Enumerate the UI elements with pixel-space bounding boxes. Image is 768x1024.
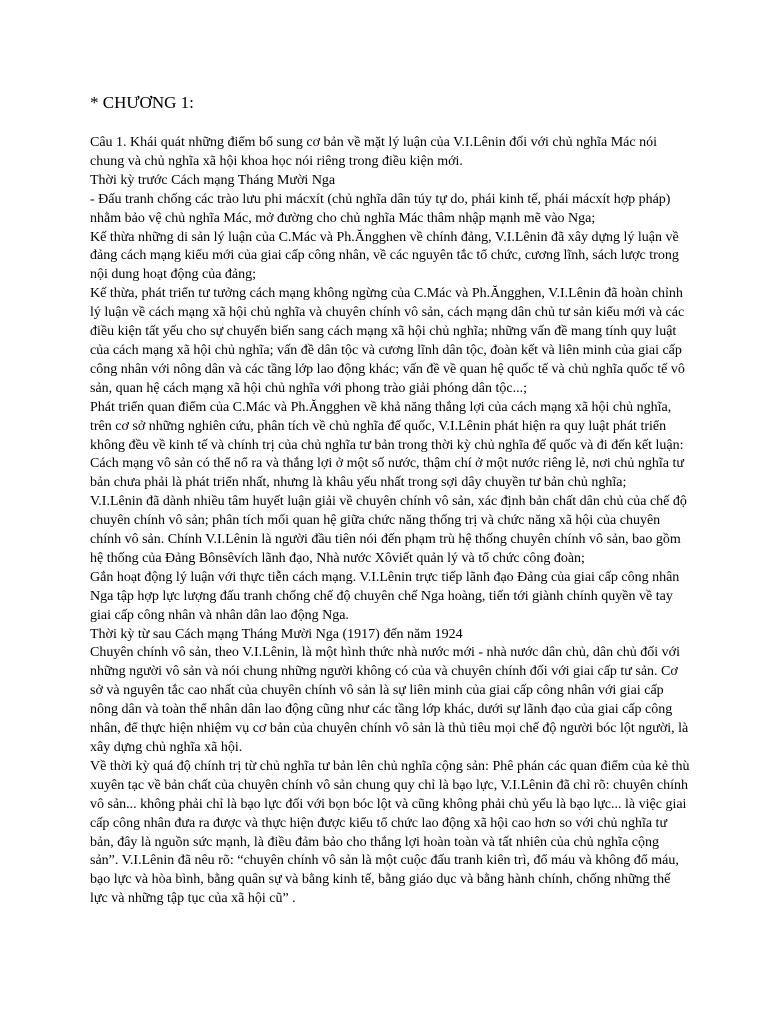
- section-heading-post-revolution: Thời kỳ từ sau Cách mạng Tháng Mười Nga (1917) đến năm 1924: [90, 626, 463, 642]
- body-paragraph: Kế thừa những di sản lý luận của C.Mác và Ph.Ăngghen về chính đảng, V.I.Lênin đã xây dựng lý luận về đảng cách mạng kiểu mới của giai cấp công nhân, về các nguyên tắc tổ chức, cương lĩnh, sách lược trong nội dung hoạt động của đảng;: [90, 229, 679, 283]
- section-heading-pre-revolution: Thời kỳ trước Cách mạng Tháng Mười Nga: [90, 172, 336, 188]
- body-paragraph: Về thời kỳ quá độ chính trị từ chủ nghĩa tư bản lên chủ nghĩa cộng sản: Phê phán các quan điểm của kẻ thù xuyên tạc về bản chất của chuyên chính vô sản chung quy chỉ là bạo lực, V.I.Lênin đã chỉ rõ: chuyên chính vô sản... không phải chỉ là bạo lực đối với bọn bóc lột và cũng không phải chủ yếu là bạo lực... là việc giai cấp công nhân đưa ra được và thực hiện được kiểu tổ chức lao động xã hội cao hơn so với chủ nghĩa tư bản, đây là nguồn sức mạnh, là điều đảm bảo cho thắng lợi hoàn toàn và tất nhiên của chủ nghĩa cộng sản”. V.I.Lênin đã nêu rõ: “chuyên chính vô sản là một cuộc đấu tranh kiên trì, đổ máu và không đổ máu, bạo lực và hòa bình, bằng quân sự và bằng kinh tế, bằng giáo dục và bằng hành chính, chống những thế lực và những tập tục của xã hội cũ” .: [90, 758, 690, 907]
- body-paragraph: Gắn hoạt động lý luận với thực tiễn cách mạng. V.I.Lênin trực tiếp lãnh đạo Đảng của giai cấp công nhân Nga tập hợp lực lượng đấu tranh chống chế độ chuyên chế Nga hoàng, tiến tới giành chính quyền về tay giai cấp công nhân và nhân dân lao động Nga.: [90, 569, 680, 623]
- body-paragraph: - Đấu tranh chống các trào lưu phi mácxít (chủ nghĩa dân túy tự do, phái kinh tế, phái mácxít hợp pháp) nhằm bảo vệ chủ nghĩa Mác, mở đường cho chủ nghĩa Mác thâm nhập mạnh mẽ vào Nga;: [90, 191, 671, 226]
- body-paragraph: V.I.Lênin đã dành nhiều tâm huyết luận giải về chuyên chính vô sản, xác định bản chất dân chủ của chế độ chuyên chính vô sản; phân tích mối quan hệ giữa chức năng thống trị và chức năng xã hội của chuyên chính vô sản. Chính V.I.Lênin là người đầu tiên nói đến phạm trù hệ thống chuyên chính vô sản, bao gồm hệ thống của Đảng Bônsêvích lãnh đạo, Nhà nước Xôviết quản lý và tổ chức công đoàn;: [90, 494, 687, 566]
- document-body: [90, 134, 690, 909]
- body-paragraph: Phát triển quan điểm của C.Mác và Ph.Ăngghen về khả năng thắng lợi của cách mạng xã hội chủ nghĩa, trên cơ sở những nghiên cứu, phân tích về chủ nghĩa đế quốc, V.I.Lênin phát hiện ra quy luật phát triển không đều về kinh tế và chính trị của chủ nghĩa tư bản trong thời kỳ chủ nghĩa đế quốc và đi đến kết luận: Cách mạng vô sản có thể nổ ra và thắng lợi ở một số nước, thậm chí ở một nước riêng lẻ, nơi chủ nghĩa tư bản chưa phải là phát triển nhất, nhưng là khâu yếu nhất trong sợi dây chuyền tư bản chủ nghĩa;: [90, 399, 685, 491]
- chapter-heading: * CHƯƠNG 1:: [90, 93, 194, 112]
- body-paragraph: Kế thừa, phát triển tư tưởng cách mạng không ngừng của C.Mác và Ph.Ăngghen, V.I.Lênin đã hoàn chỉnh lý luận về cách mạng xã hội chủ nghĩa và chuyên chính vô sản, cách mạng dân chủ tư sản kiểu mới và các điều kiện tất yếu cho sự chuyển biến sang cách mạng xã hội chủ nghĩa; những vấn đề mang tính quy luật của cách mạng xã hội chủ nghĩa; vấn đề dân tộc và cương lĩnh dân tộc, đoàn kết và liên minh của giai cấp công nhân với nông dân và các tầng lớp lao động khác; vấn đề về quan hệ quốc tế và chủ nghĩa quốc tế vô sản, quan hệ cách mạng xã hội chủ nghĩa với phong trào giải phóng dân tộc...;: [90, 286, 685, 396]
- body-paragraph: Chuyên chính vô sản, theo V.I.Lênin, là một hình thức nhà nước mới - nhà nước dân chủ, dân chủ đối với những người vô sản và nói chung những người không có của và chuyên chính đối với giai cấp tư sản. Cơ sở và nguyên tắc cao nhất của chuyên chính vô sản là sự liên minh của giai cấp công nhân với giai cấp nông dân và toàn thể nhân dân lao động cũng như các tầng lớp khác, dưới sự lãnh đạo của giai cấp công nhân, để thực hiện nhiệm vụ cơ bản của chuyên chính vô sản là thủ tiêu mọi chế độ người bóc lột người, là xây dựng chủ nghĩa xã hội.: [90, 645, 689, 755]
- question-paragraph: Câu 1. Khái quát những điểm bổ sung cơ bản về mặt lý luận của V.I.Lênin đối với chủ nghĩa Mác nói chung và chủ nghĩa xã hội khoa học nói riêng trong điều kiện mới.: [90, 135, 657, 169]
